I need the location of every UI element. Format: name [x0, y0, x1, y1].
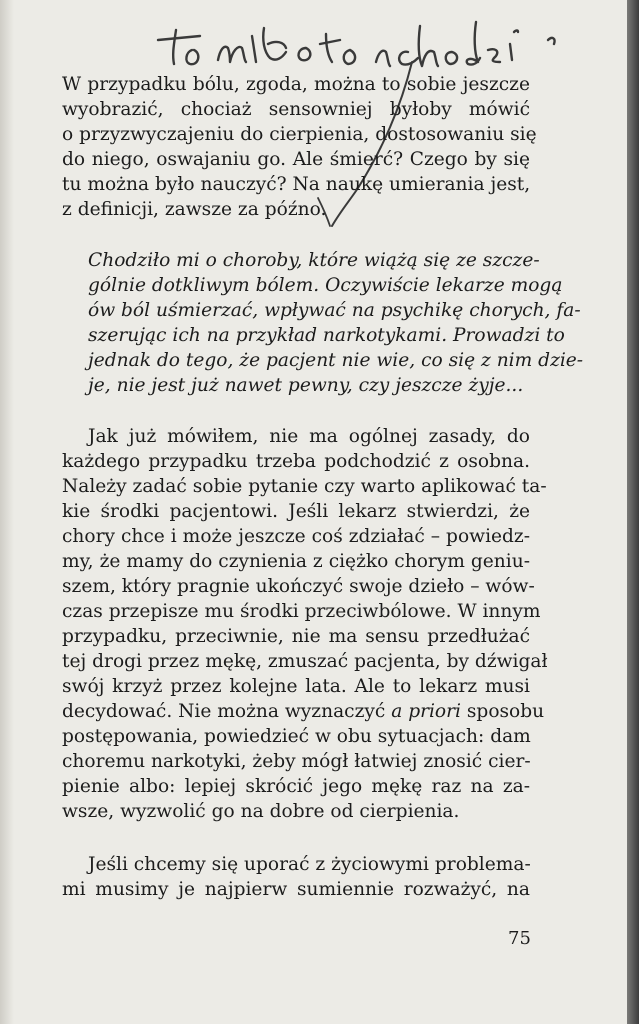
handwriting-stroke	[399, 52, 418, 65]
text-line: decydować. Nie można wyznaczyć a priori sposobu	[62, 701, 545, 722]
text-line: każdego przypadku trzeba podchodzić z osobna.	[62, 451, 530, 472]
paragraph-4	[62, 852, 530, 902]
text-line: pienie albo: lepiej skrócić jego mękę raz na za-	[62, 776, 530, 797]
text-line: wsze, wyzwolić go na dobre od cierpienia.	[62, 801, 460, 822]
text-line: tej drogi przez mękę, zmuszać pacjenta, by dźwigał	[62, 651, 548, 672]
handwriting-stroke	[488, 49, 500, 62]
text-line: kie środki pacjentowi. Jeśli lekarz stwierdzi, że	[62, 501, 530, 522]
text-line: o przyzwyczajeniu do cierpienia, dostosowaniu się	[62, 124, 537, 145]
text-line: przypadku, przeciwnie, nie ma sensu przedłużać	[62, 626, 530, 647]
handwriting-stroke	[344, 50, 355, 64]
handwriting-stroke	[326, 34, 332, 62]
paragraph-2-question	[88, 248, 584, 398]
handwriting-stroke	[299, 48, 311, 60]
handwriting-stroke	[268, 42, 286, 48]
text-line: my, że mamy do czynienia z ciężko chorym geniu-	[62, 551, 530, 572]
text-line: wyobrazić, chociaż sensowniej byłoby mówić	[62, 99, 530, 120]
handwriting-stroke	[173, 30, 176, 64]
text-line: szem, który pragnie ukończyć swoje dzieło – wów-	[62, 576, 535, 597]
text-line: ów ból uśmierzać, wpływać na psychikę chorych, fa-	[88, 300, 581, 321]
paragraph-3	[62, 424, 548, 824]
handwriting-stroke	[320, 40, 340, 44]
text-line: do niego, oswajaniu go. Ale śmierć? Czego by się	[62, 149, 530, 170]
page-number: 75	[508, 928, 531, 949]
text-line: szerując ich na przykład narkotykami. Prowadzi to	[88, 325, 565, 346]
text-line: chory chce i może jeszcze coś zdziałać – powiedz-	[62, 526, 530, 547]
handwriting-stroke	[446, 52, 457, 64]
text-line: Należy zadać sobie pytanie czy warto aplikować ta-	[62, 476, 547, 497]
text-line: Jeśli chcemy się uporać z życiowymi problema-	[88, 854, 531, 875]
handwriting-stroke	[419, 26, 438, 66]
text-line: gólnie dotkliwym bólem. Oczywiście lekarze mogą	[88, 275, 563, 296]
text-line: z definicji, zawsze za późno.	[62, 199, 327, 220]
handwriting-stroke	[548, 38, 555, 44]
text-line: choremu narkotyki, żeby mógł łatwiej znosić cier-	[62, 751, 531, 772]
handwriting-stroke	[514, 31, 518, 33]
handwriting-stroke	[467, 22, 480, 65]
paragraph-1	[62, 72, 537, 222]
handwriting-stroke	[252, 36, 256, 62]
text-line: Jak już mówiłem, nie ma ogólnej zasady, do	[88, 426, 530, 447]
handwriting-stroke	[376, 51, 390, 66]
text-line: W przypadku bólu, zgoda, można to sobie jeszcze	[62, 74, 530, 95]
text-line: mi musimy je najpierw sumiennie rozważyć, na	[62, 879, 530, 900]
page-edge-shadow	[627, 0, 639, 1024]
handwriting-stroke	[263, 28, 286, 60]
handwriting-stroke	[186, 50, 198, 64]
text-line: je, nie jest już nawet pewny, czy jeszcze żyje...	[88, 375, 524, 396]
text-line: jednak do tego, że pacjent nie wie, co się z nim dzie-	[88, 350, 584, 371]
text-line: Chodziło mi o choroby, które wiążą się ze szcze-	[88, 250, 540, 271]
text-line: tu można było nauczyć? Na naukę umierania jest,	[62, 174, 531, 195]
handwriting-stroke	[158, 36, 200, 40]
spine-shadow	[0, 0, 14, 1024]
italic-term: a priori	[391, 701, 461, 722]
handwriting-stroke	[510, 44, 512, 60]
handwriting-stroke	[218, 47, 246, 62]
text-line: czas przepisze mu środki przeciwbólowe. W innym	[62, 601, 541, 622]
text-line: postępowania, powiedzieć w obu sytuacjach: dam	[62, 726, 531, 747]
text-line: swój krzyż przez kolejne lata. Ale to lekarz musi	[62, 676, 530, 697]
